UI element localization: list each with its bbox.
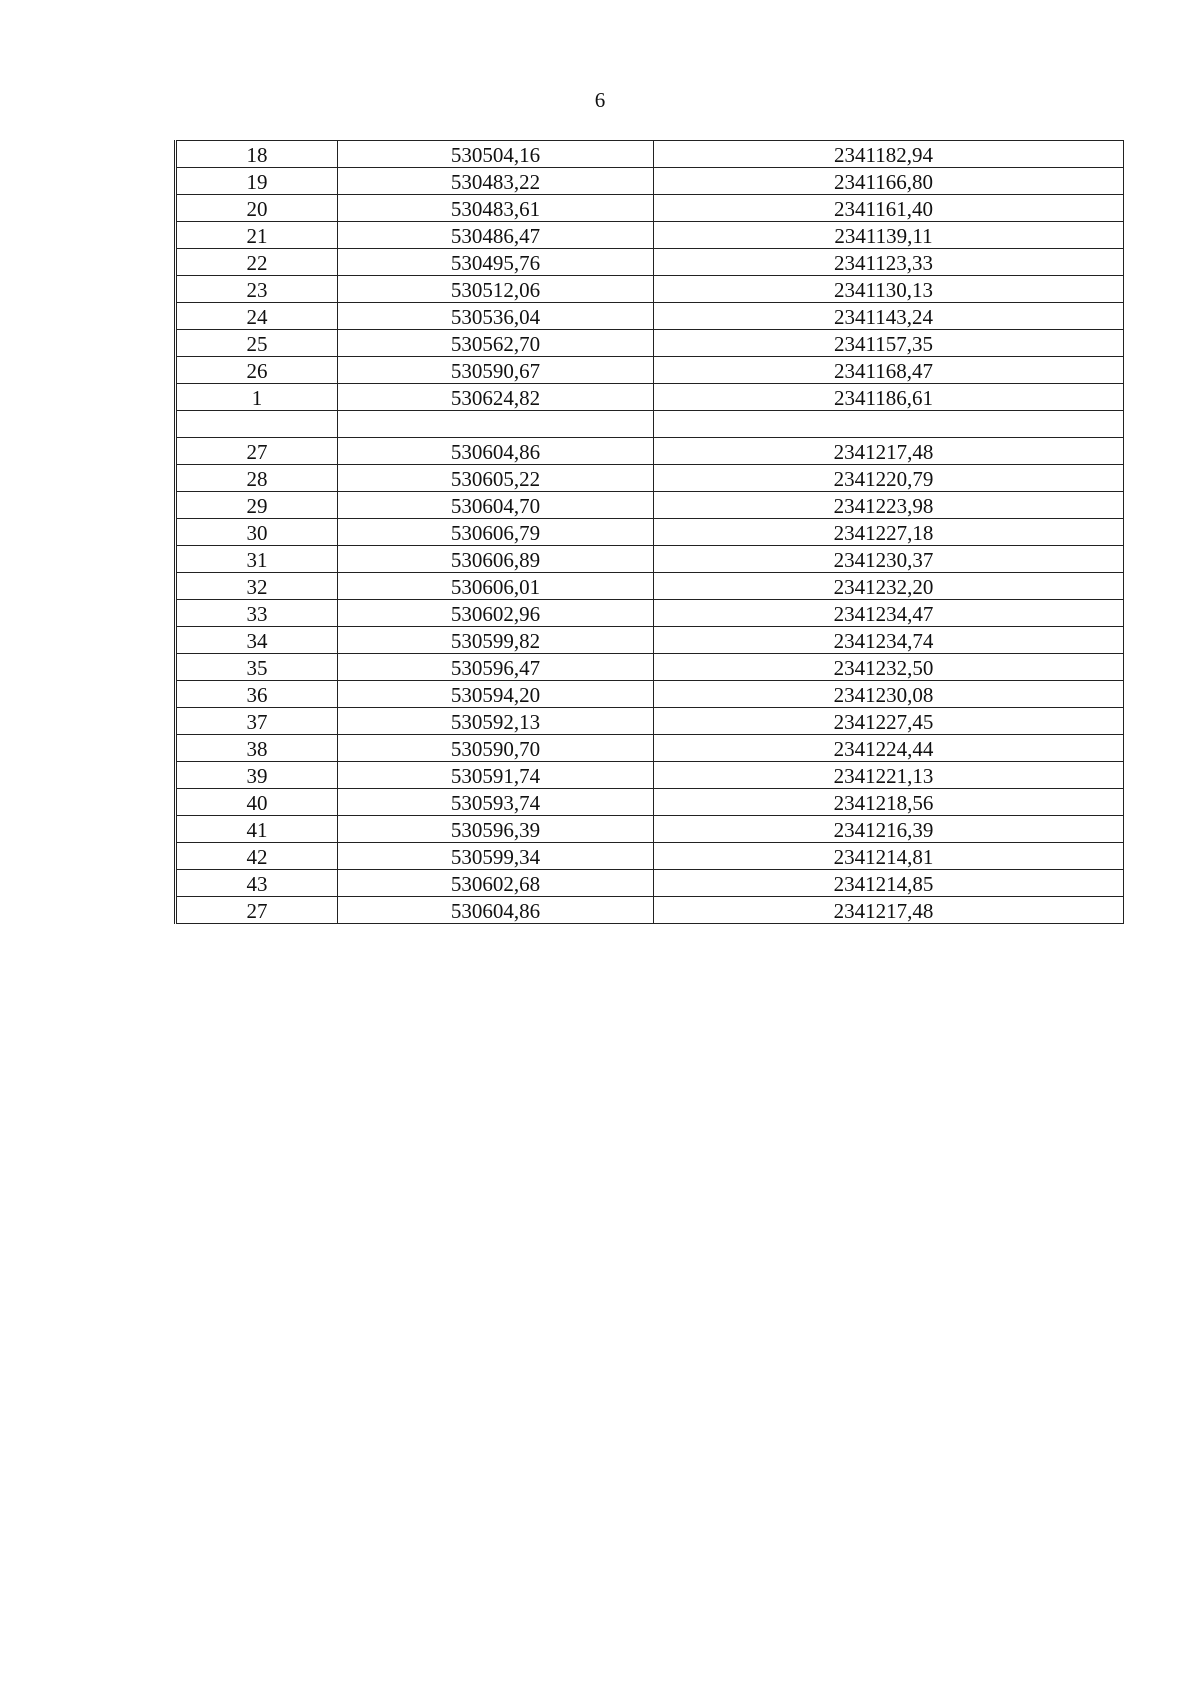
- point-number-cell: 37: [176, 708, 338, 735]
- table-row: [176, 438, 1124, 465]
- x-coordinate-cell: 530483,61: [338, 195, 654, 222]
- table-separator-row: [176, 411, 1124, 438]
- x-coordinate-cell: 530606,89: [338, 546, 654, 573]
- x-coordinate-cell: 530604,86: [338, 438, 654, 465]
- y-coordinate-cell: 2341214,85: [654, 870, 1124, 897]
- table-row: [176, 357, 1124, 384]
- x-coordinate-cell: 530495,76: [338, 249, 654, 276]
- point-number-cell: 24: [176, 303, 338, 330]
- x-coordinate-cell: 530593,74: [338, 789, 654, 816]
- table-row: [176, 600, 1124, 627]
- table-row: [176, 654, 1124, 681]
- point-number-cell: 27: [176, 438, 338, 465]
- table-row: [176, 222, 1124, 249]
- table-row: [176, 276, 1124, 303]
- x-coordinate-cell: 530504,16: [338, 141, 654, 168]
- point-number-cell: [176, 411, 338, 438]
- table-row: [176, 870, 1124, 897]
- y-coordinate-cell: 2341224,44: [654, 735, 1124, 762]
- y-coordinate-cell: 2341123,33: [654, 249, 1124, 276]
- table-row: [176, 492, 1124, 519]
- table-row: [176, 735, 1124, 762]
- point-number-cell: 21: [176, 222, 338, 249]
- point-number-cell: 35: [176, 654, 338, 681]
- y-coordinate-cell: 2341227,45: [654, 708, 1124, 735]
- x-coordinate-cell: 530590,67: [338, 357, 654, 384]
- y-coordinate-cell: 2341168,47: [654, 357, 1124, 384]
- point-number-cell: 20: [176, 195, 338, 222]
- x-coordinate-cell: 530604,70: [338, 492, 654, 519]
- y-coordinate-cell: 2341157,35: [654, 330, 1124, 357]
- table-row: [176, 546, 1124, 573]
- x-coordinate-cell: 530606,79: [338, 519, 654, 546]
- table-row: [176, 519, 1124, 546]
- point-number-cell: 26: [176, 357, 338, 384]
- y-coordinate-cell: 2341130,13: [654, 276, 1124, 303]
- y-coordinate-cell: 2341227,18: [654, 519, 1124, 546]
- table-row: [176, 168, 1124, 195]
- x-coordinate-cell: 530599,34: [338, 843, 654, 870]
- point-number-cell: 41: [176, 816, 338, 843]
- x-coordinate-cell: 530606,01: [338, 573, 654, 600]
- y-coordinate-cell: 2341230,08: [654, 681, 1124, 708]
- point-number-cell: 1: [176, 384, 338, 411]
- y-coordinate-cell: 2341221,13: [654, 762, 1124, 789]
- table-row: [176, 762, 1124, 789]
- y-coordinate-cell: 2341232,50: [654, 654, 1124, 681]
- table-row: [176, 681, 1124, 708]
- x-coordinate-cell: [338, 411, 654, 438]
- x-coordinate-cell: 530590,70: [338, 735, 654, 762]
- x-coordinate-cell: 530602,96: [338, 600, 654, 627]
- point-number-cell: 40: [176, 789, 338, 816]
- table-row: [176, 384, 1124, 411]
- x-coordinate-cell: 530483,22: [338, 168, 654, 195]
- x-coordinate-cell: 530562,70: [338, 330, 654, 357]
- point-number-cell: 19: [176, 168, 338, 195]
- table-row: [176, 573, 1124, 600]
- y-coordinate-cell: 2341217,48: [654, 438, 1124, 465]
- y-coordinate-cell: 2341232,20: [654, 573, 1124, 600]
- point-number-cell: 23: [176, 276, 338, 303]
- y-coordinate-cell: 2341161,40: [654, 195, 1124, 222]
- point-number-cell: 30: [176, 519, 338, 546]
- table-row: [176, 897, 1124, 924]
- x-coordinate-cell: 530624,82: [338, 384, 654, 411]
- table-row: [176, 195, 1124, 222]
- point-number-cell: 28: [176, 465, 338, 492]
- y-coordinate-cell: 2341166,80: [654, 168, 1124, 195]
- coordinates-table-body: [176, 141, 1124, 924]
- y-coordinate-cell: 2341223,98: [654, 492, 1124, 519]
- x-coordinate-cell: 530592,13: [338, 708, 654, 735]
- point-number-cell: 34: [176, 627, 338, 654]
- y-coordinate-cell: 2341217,48: [654, 897, 1124, 924]
- point-number-cell: 31: [176, 546, 338, 573]
- point-number-cell: 33: [176, 600, 338, 627]
- table-row: [176, 249, 1124, 276]
- y-coordinate-cell: 2341182,94: [654, 141, 1124, 168]
- table-row: [176, 141, 1124, 168]
- x-coordinate-cell: 530486,47: [338, 222, 654, 249]
- table-row: [176, 789, 1124, 816]
- y-coordinate-cell: 2341139,11: [654, 222, 1124, 249]
- x-coordinate-cell: 530596,39: [338, 816, 654, 843]
- coordinates-table: [174, 140, 1124, 924]
- point-number-cell: 25: [176, 330, 338, 357]
- point-number-cell: 29: [176, 492, 338, 519]
- y-coordinate-cell: 2341220,79: [654, 465, 1124, 492]
- table-row: [176, 465, 1124, 492]
- point-number-cell: 43: [176, 870, 338, 897]
- x-coordinate-cell: 530605,22: [338, 465, 654, 492]
- point-number-cell: 32: [176, 573, 338, 600]
- point-number-cell: 22: [176, 249, 338, 276]
- point-number-cell: 27: [176, 897, 338, 924]
- y-coordinate-cell: 2341218,56: [654, 789, 1124, 816]
- y-coordinate-cell: 2341230,37: [654, 546, 1124, 573]
- x-coordinate-cell: 530602,68: [338, 870, 654, 897]
- point-number-cell: 36: [176, 681, 338, 708]
- page-number: 6: [594, 88, 606, 112]
- y-coordinate-cell: 2341186,61: [654, 384, 1124, 411]
- x-coordinate-cell: 530604,86: [338, 897, 654, 924]
- table-row: [176, 330, 1124, 357]
- y-coordinate-cell: 2341234,47: [654, 600, 1124, 627]
- table-row: [176, 303, 1124, 330]
- point-number-cell: 38: [176, 735, 338, 762]
- table-row: [176, 816, 1124, 843]
- x-coordinate-cell: 530594,20: [338, 681, 654, 708]
- x-coordinate-cell: 530512,06: [338, 276, 654, 303]
- x-coordinate-cell: 530536,04: [338, 303, 654, 330]
- x-coordinate-cell: 530596,47: [338, 654, 654, 681]
- y-coordinate-cell: 2341143,24: [654, 303, 1124, 330]
- y-coordinate-cell: [654, 411, 1124, 438]
- y-coordinate-cell: 2341214,81: [654, 843, 1124, 870]
- table-row: [176, 843, 1124, 870]
- y-coordinate-cell: 2341234,74: [654, 627, 1124, 654]
- table-row: [176, 708, 1124, 735]
- y-coordinate-cell: 2341216,39: [654, 816, 1124, 843]
- point-number-cell: 18: [176, 141, 338, 168]
- x-coordinate-cell: 530591,74: [338, 762, 654, 789]
- point-number-cell: 42: [176, 843, 338, 870]
- x-coordinate-cell: 530599,82: [338, 627, 654, 654]
- table-row: [176, 627, 1124, 654]
- point-number-cell: 39: [176, 762, 338, 789]
